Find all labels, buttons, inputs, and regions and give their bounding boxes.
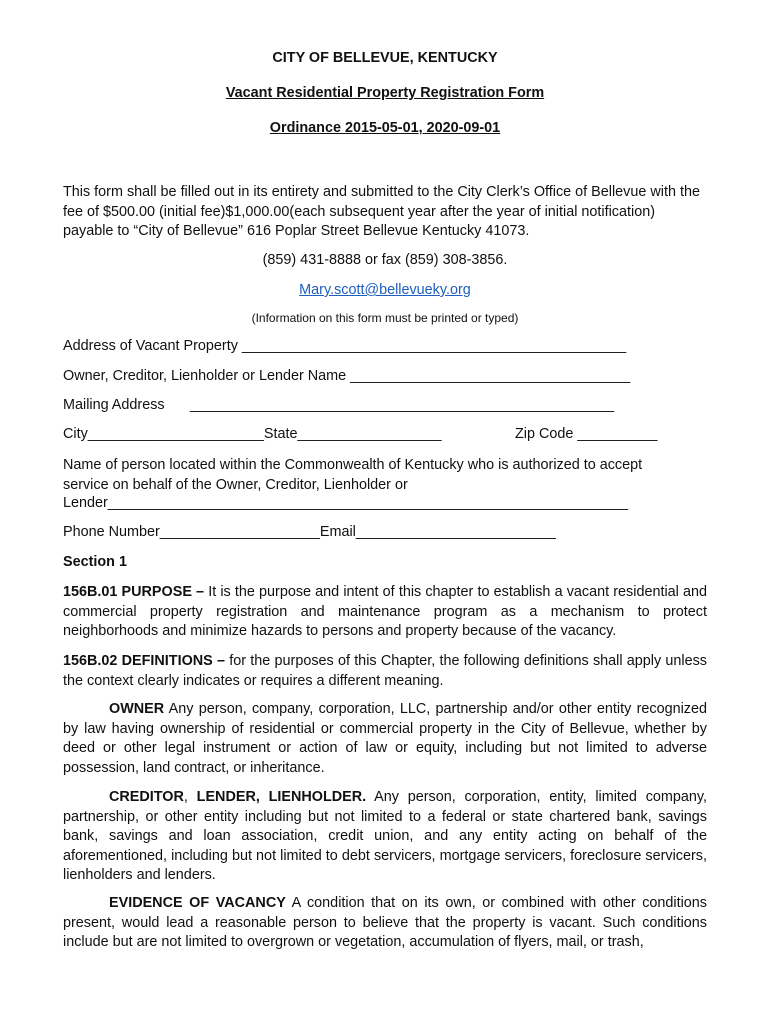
form-title: Vacant Residential Property Registration Form bbox=[225, 85, 545, 101]
phone-email-field[interactable]: Phone Number____________________Email_________________________ bbox=[63, 524, 556, 540]
definitions-paragraph bbox=[63, 652, 707, 691]
contact-email-link[interactable] bbox=[63, 282, 707, 298]
zip-code-field[interactable]: Zip Code __________ bbox=[515, 426, 658, 442]
intro-paragraph: This form shall be filled out in its entirety and submitted to the City Clerk’s Office of Bellevue with the fee of $500.00 (initial fee)$1,000.00(each subsequent year after the year of initial notification) payable to “City of Bellevue” 616 Poplar Street Bellevue Kentucky 41073. bbox=[63, 184, 700, 240]
mailing-address-field[interactable]: _____________________________________________________ bbox=[190, 397, 615, 413]
owner-definition bbox=[63, 700, 707, 778]
owner-text: Any person, company, corporation, LLC, partnership and/or other entity recognized by law having ownership of residential or commercial property in the City of Bellevue, whether by deed or other legal instrument or action of law or equity, including but not limited to adverse possession, land contract, or inheritance. bbox=[63, 701, 707, 776]
owner-term: OWNER bbox=[109, 701, 165, 717]
definitions-text: for the purposes of this Chapter, the following definitions shall apply unless the context clearly indicates or requires a different meaning. bbox=[63, 653, 708, 689]
agent-description: Name of person located within the Commonwealth of Kentucky who is authorized to accept service on behalf of the Owner, Creditor, Lienholder or bbox=[63, 457, 643, 493]
agent-lender-field[interactable]: Lender_________________________________________________________________ bbox=[63, 495, 629, 511]
phone-fax: (859) 431-8888 or fax (859) 308-3856. bbox=[262, 252, 508, 268]
lender-lienholder-term: LENDER, LIENHOLDER. bbox=[196, 789, 367, 805]
mailing-address-row bbox=[63, 397, 707, 413]
print-note: (Information on this form must be printed or typed) bbox=[251, 311, 519, 325]
definitions-heading: 156B.02 DEFINITIONS – bbox=[63, 653, 226, 669]
owner-name-field[interactable]: Owner, Creditor, Lienholder or Lender Name ___________________________________ bbox=[63, 368, 631, 384]
address-field[interactable]: Address of Vacant Property ________________________________________________ bbox=[63, 338, 627, 354]
purpose-text: It is the purpose and intent of this chapter to establish a vacant residential and commercial property registration and maintenance program as a mechanism to protect neighborhoods and minimize hazards to persons and property because of the vacancy. bbox=[63, 584, 707, 640]
evidence-definition bbox=[63, 894, 707, 953]
mailing-address-label: Mailing Address bbox=[63, 397, 165, 413]
section-title: Section 1 bbox=[63, 554, 127, 570]
purpose-heading: 156B.01 PURPOSE – bbox=[63, 584, 205, 600]
purpose-paragraph bbox=[63, 583, 707, 642]
city-heading: CITY OF BELLEVUE, KENTUCKY bbox=[272, 50, 498, 66]
evidence-text: A condition that on its own, or combined with other conditions present, would lead a reasonable person to believe that the property is vacant. Such conditions include but are not limited to overgrown or vegetation, accumulation of flyers, mail, or trash, bbox=[63, 895, 708, 951]
creditor-text: Any person, corporation, entity, limited company, partnership, or other entity including but not limited to a federal or state chartered bank, savings bank, savings and loan association, credit union, and any entity acting on behalf of the aforementioned, including but not limited to debt servicers, mortgage servicers, foreclosure servicers, lienholders and lenders. bbox=[63, 789, 708, 884]
creditor-term: CREDITOR bbox=[109, 789, 184, 805]
creditor-separator: , bbox=[183, 789, 197, 805]
city-state-row bbox=[63, 426, 707, 442]
creditor-definition bbox=[63, 788, 707, 886]
ordinance-heading: Ordinance 2015-05-01, 2020-09-01 bbox=[269, 120, 501, 136]
city-state-field[interactable]: City______________________State__________________ bbox=[63, 426, 442, 442]
email-link-text[interactable]: Mary.scott@bellevueky.org bbox=[299, 282, 471, 298]
evidence-term: EVIDENCE OF VACANCY bbox=[109, 895, 286, 911]
